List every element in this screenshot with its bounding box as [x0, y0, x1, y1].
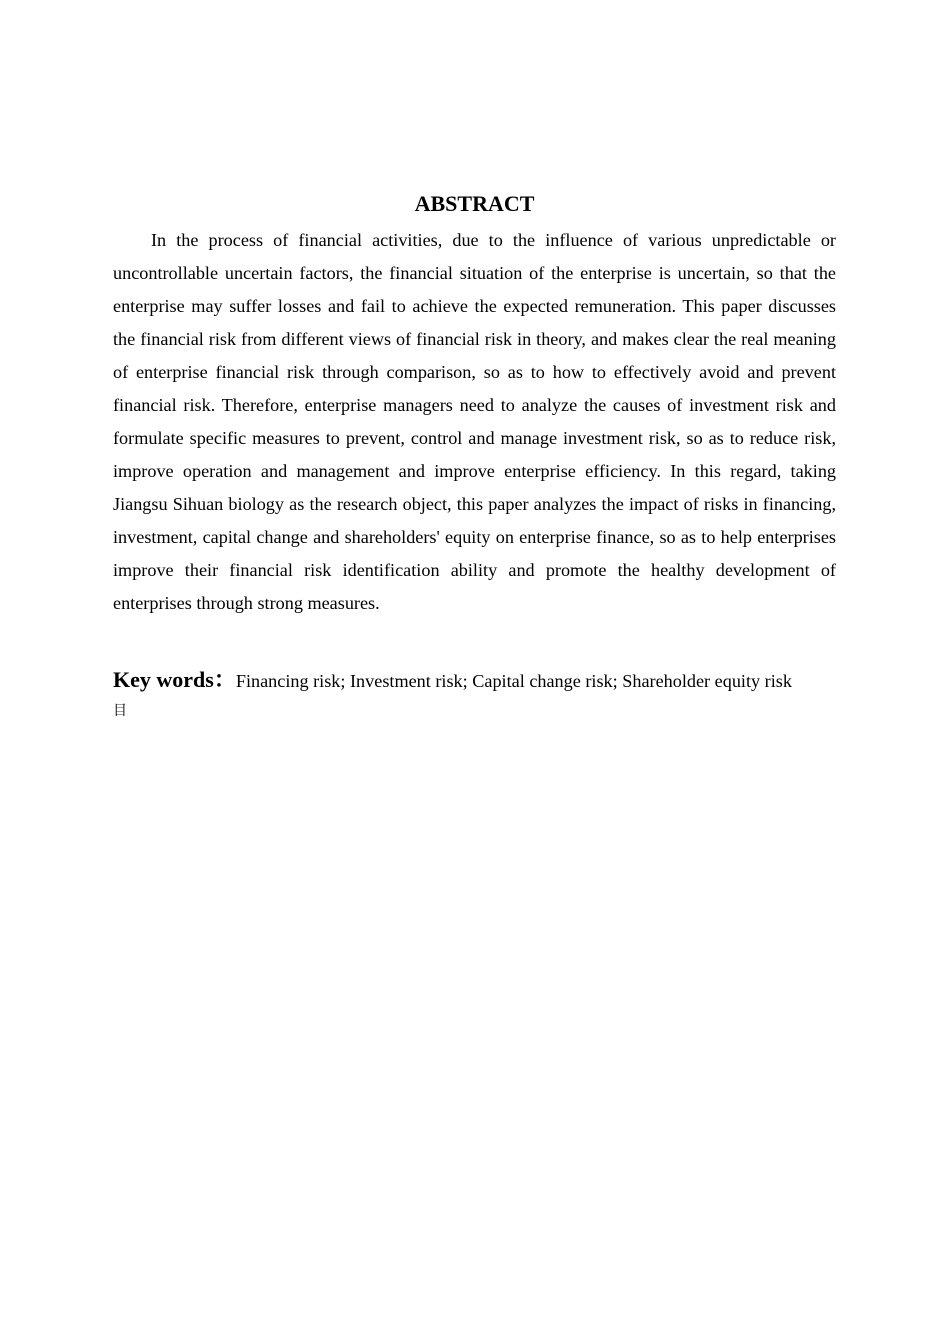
keywords-text: Financing risk; Investment risk; Capital change risk; Shareholder equity risk — [235, 671, 792, 691]
abstract-section — [113, 188, 836, 722]
abstract-title: ABSTRACT — [414, 191, 535, 216]
abstract-paragraph: In the process of financial activities, due to the influence of various unpredictable or uncontrollable uncertain factors, the financial situation of the enterprise is uncertain, so that the enterprise may suffer losses and fail to achieve the expected remuneration. This paper discusses the financial risk from different views of financial risk in theory, and makes clear the real meaning of enterprise financial risk through comparison, so as to how to effectively avoid and prevent financial risk. Therefore, enterprise managers need to analyze the causes of investment risk and formulate specific measures to prevent, control and manage investment risk, so as to reduce risk, improve operation and management and improve enterprise efficiency. In this regard, taking Jiangsu Sihuan biology as the research object, this paper analyzes the impact of risks in financing, investment, capital change and shareholders' equity on enterprise finance, so as to help enterprises improve their financial risk identification ability and promote the healthy development of enterprises through strong measures. — [113, 230, 836, 613]
trailing-character: 目 — [113, 703, 127, 719]
keywords-line — [113, 663, 836, 698]
keywords-label: Key words： — [113, 667, 236, 692]
